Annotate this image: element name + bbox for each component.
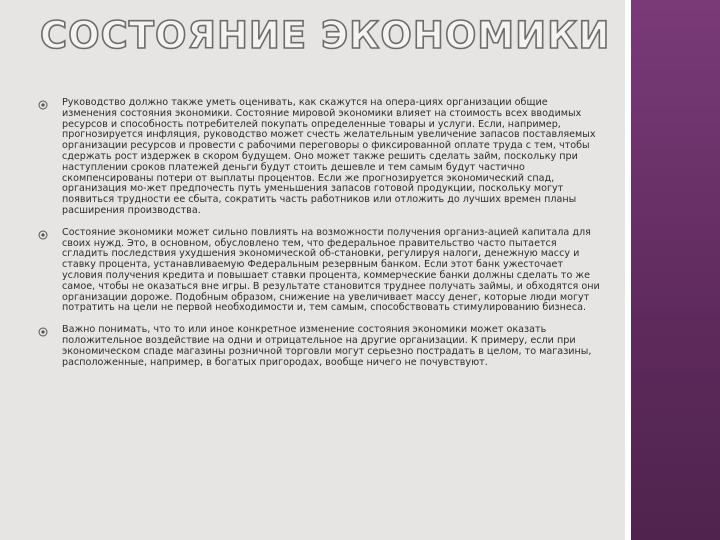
circled-dot-bullet-icon (38, 327, 48, 337)
bullet-item-2 (38, 228, 604, 314)
bullet-item-1 (38, 98, 604, 217)
bullet-text-2: Состояние экономики может сильно повлиять на возможности получения организ-ацией капитала для своих нужд. Это, в основном, обусловлено тем, что федеральное правительство часто пытается сгладить последствия ухудшения экономической об-становки, регулируя налоги, денежную массу и ставку процента, устанавливаемую Федеральным резервным банком. Если этот банк ужесточает условия получения кредита и повышает ставки процента, коммерческие банки должны сделать то же самое, чтобы не оказаться вне игры. В результате становится труднее получать займы, и обходятся они организации дороже. Подобным образом, снижение на увеличивает массу денег, которые люди могут потратить на цели не первой необходимости и, тем самым, способствовать стимулированию бизнеса. (62, 226, 600, 314)
slide-title: СОСТОЯНИЕ ЭКОНОМИКИ (40, 14, 611, 57)
bullet-text-3: Важно понимать, что то или иное конкретное изменение состояния экономики может оказать положительное воздействие на одни и отрицательное на другие организации. К примеру, если при экономическом спаде магазины розничной торговли могут серьезно пострадать в целом, то магазины, расположенные, например, в богатых пригородах, вообще ничего не почувствуют. (62, 324, 592, 368)
bullet-item-3 (38, 325, 604, 368)
bullet-text-1: Руководство должно также уметь оценивать, как скажутся на опера-циях организации общие изменения состояния экономики. Состояние мировой экономики влияет на стоимость всех вводимых ресурсов и способность потребителей покупать определенные товары и услуги. Если, например, прогнозируется инфляция, руководство может счесть желательным увеличение запасов поставляемых организации ресурсов и провести с рабочими переговоры о фиксированной оплате труда с тем, чтобы сдержать рост издержек в скором будущем. Оно может также решить сделать займ, поскольку при наступлении сроков платежей деньги будут стоить дешевле и тем самым будут частично скомпенсированы потери от выплаты процентов. Если же прогнозируется экономический спад, организация мо-жет предпочесть путь уменьшения запасов готовой продукции, поскольку могут появиться трудности ее сбыта, сократить часть работников или отложить до лучших времен планы расширения производства. (62, 97, 596, 216)
bullet-list (38, 98, 604, 379)
circled-dot-bullet-icon (38, 100, 48, 110)
decorative-side-bar (631, 0, 720, 540)
circled-dot-bullet-icon (38, 230, 48, 240)
